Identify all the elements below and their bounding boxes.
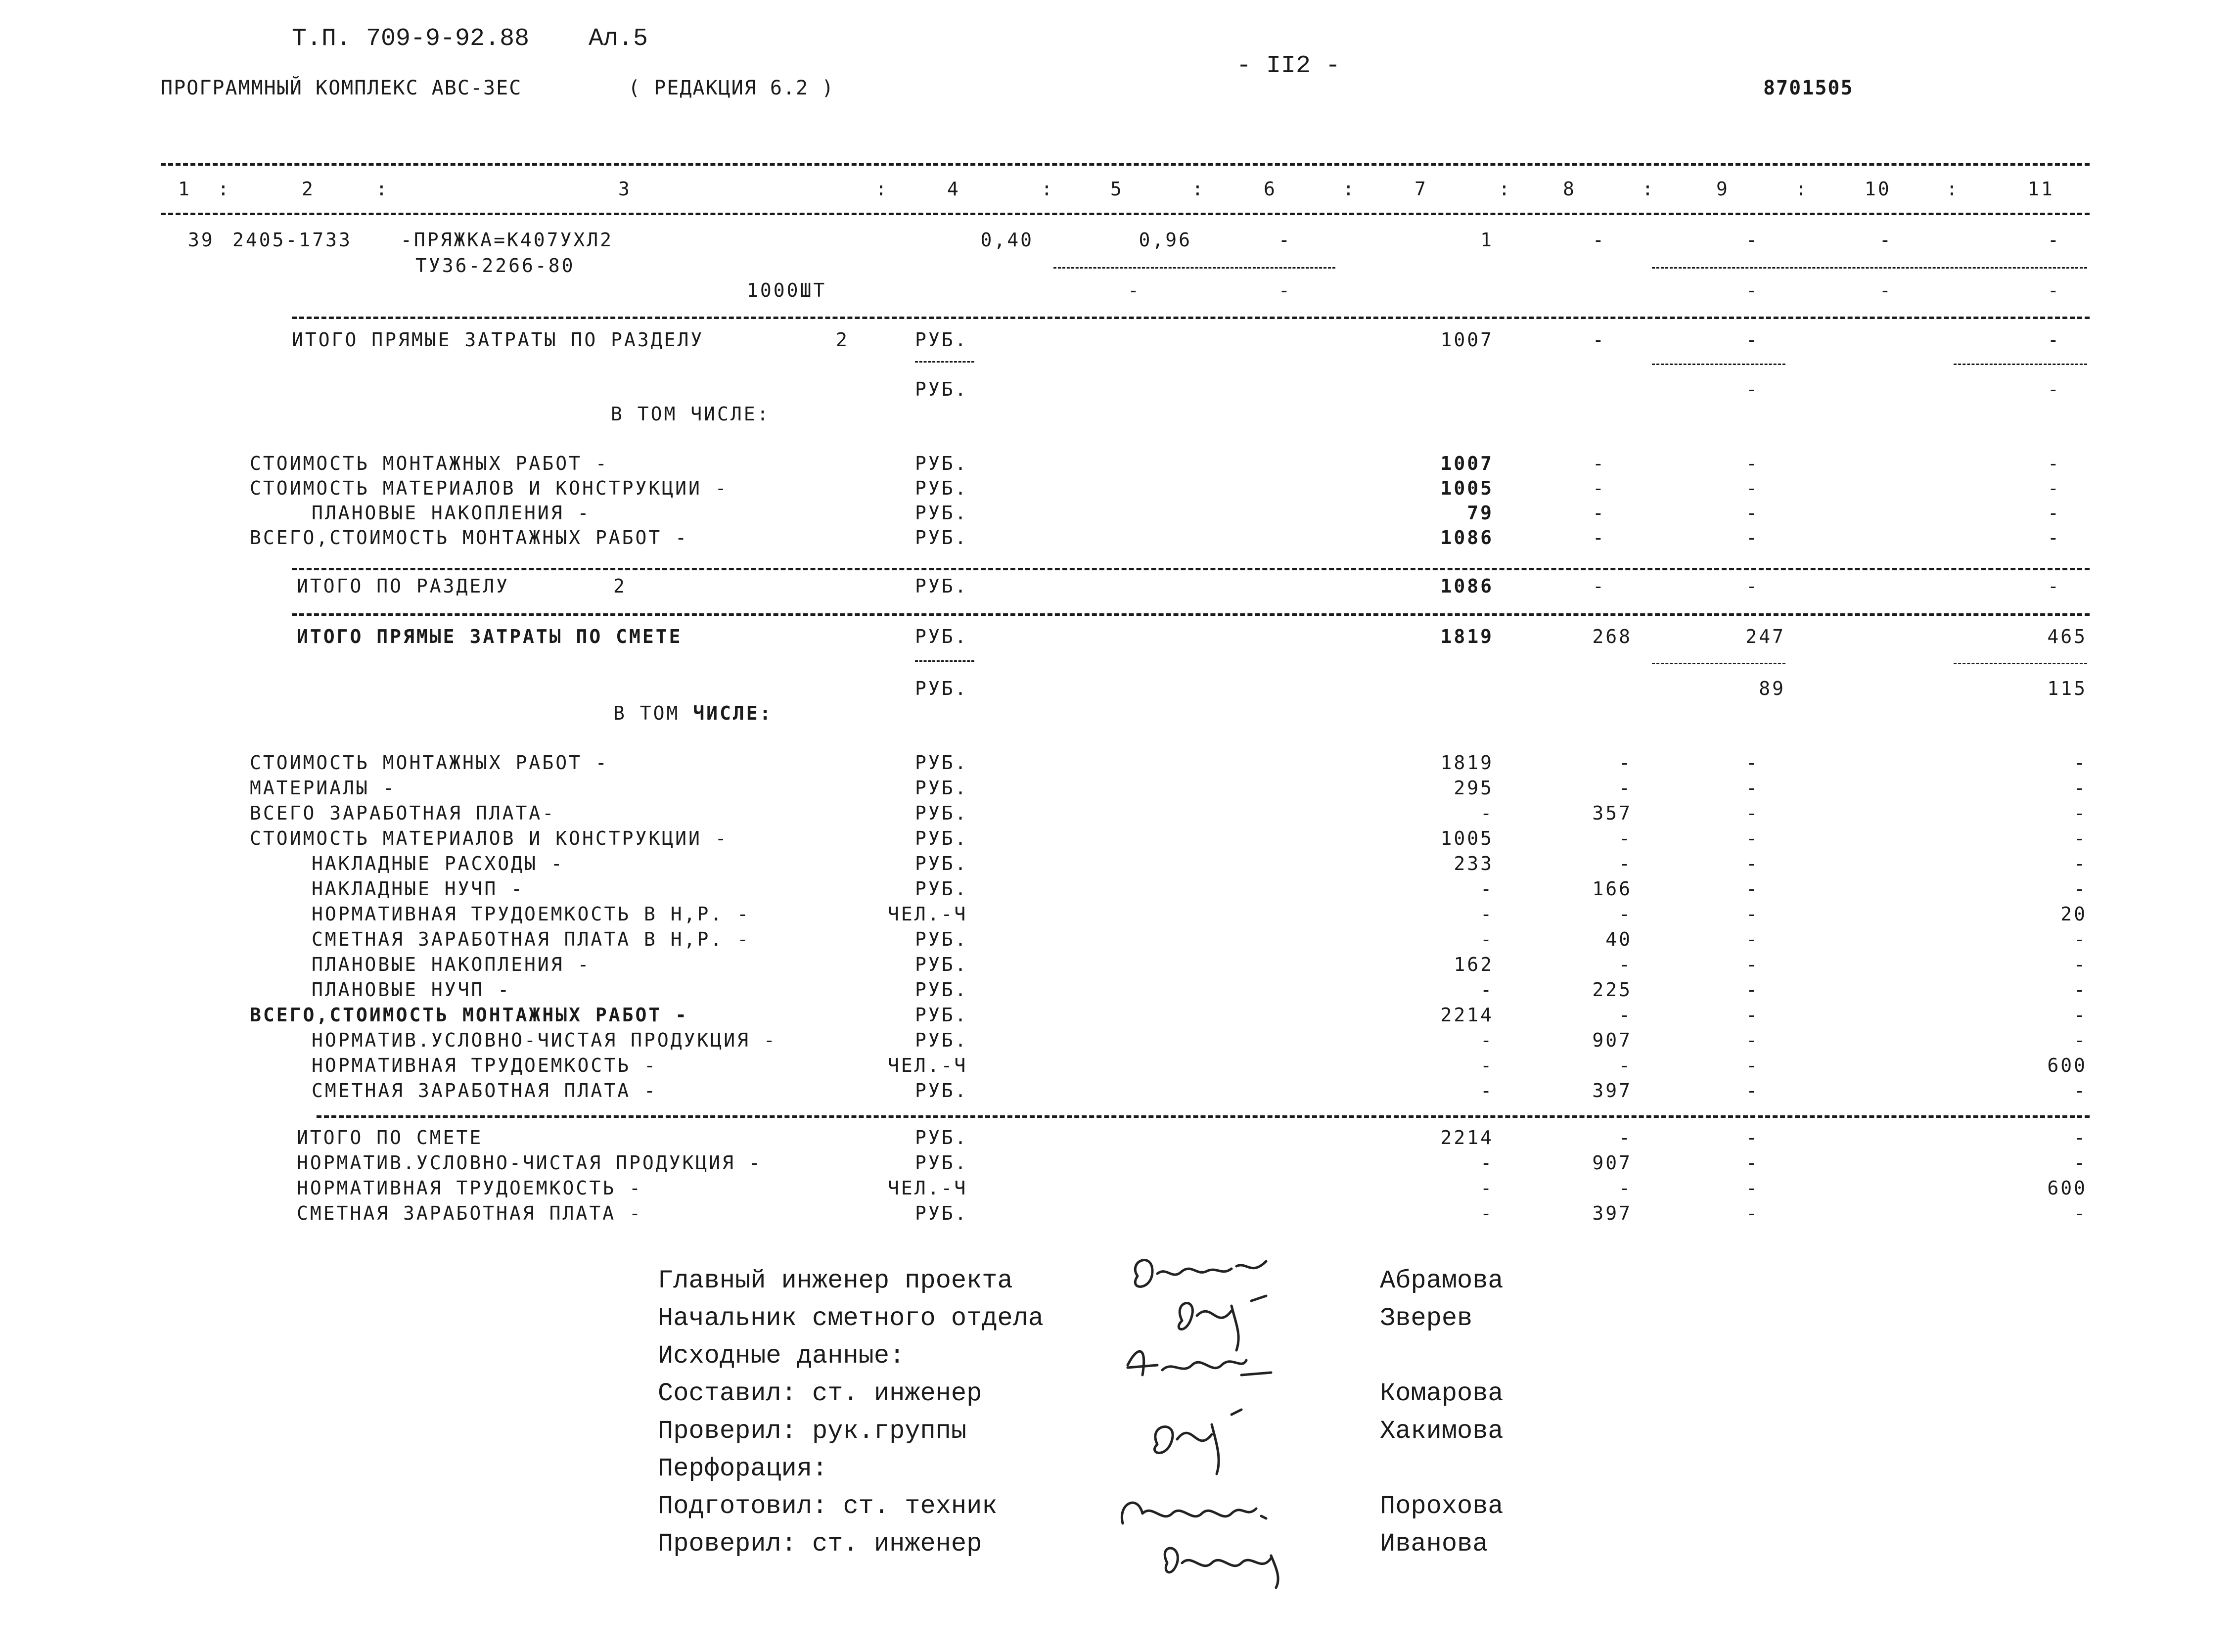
section-direct2-col9: -: [1746, 378, 1759, 400]
section-row-col8: -: [1593, 502, 1606, 524]
estimate-direct-unit: РУБ.: [915, 626, 968, 647]
estimate-total-row-col8: 397: [1592, 1202, 1632, 1224]
estimate-row-col9: -: [1746, 1080, 1759, 1101]
column-header-1: 1: [178, 178, 191, 200]
item-col5-dash2: -: [1128, 279, 1141, 301]
section-direct-col7: 1007: [1440, 329, 1494, 351]
column-separator: :: [1946, 178, 1960, 200]
estimate-row-col8: -: [1619, 954, 1632, 975]
estimate-row-col7: 162: [1454, 954, 1494, 975]
section-row-unit: РУБ.: [915, 477, 968, 499]
estimate-row-unit: РУБ.: [915, 853, 968, 874]
estimate-row-col8: 40: [1605, 928, 1632, 950]
estimate-row-col7: -: [1480, 1080, 1494, 1101]
estimate-row-col7: 1005: [1440, 827, 1494, 849]
section-row-col11: -: [2048, 453, 2061, 474]
estimate-row-unit: РУБ.: [915, 752, 968, 774]
estimate-total-row-col11: -: [2074, 1152, 2087, 1174]
estimate-row-col8: 225: [1592, 979, 1632, 1001]
signature-name: Абрамова: [1380, 1266, 1504, 1295]
signature-abramova: [1135, 1260, 1266, 1287]
signature-name: Иванова: [1380, 1529, 1488, 1559]
section-row-col9: -: [1746, 477, 1759, 499]
section-total-col8: -: [1593, 575, 1606, 597]
estimate-total-row-col7: 2214: [1440, 1127, 1494, 1148]
estimate-row-label: СТОИМОСТЬ МОНТАЖНЫХ РАБОТ -: [250, 752, 609, 774]
estimate-row-col8: 397: [1592, 1080, 1632, 1101]
estimate-row-col7: -: [1480, 802, 1494, 824]
estimate-direct-col7: 1819: [1440, 626, 1494, 647]
estimate-row-label: НОРМАТИВНАЯ ТРУДОЕМКОСТЬ В Н,Р. -: [312, 903, 750, 925]
estimate-row-label: СМЕТНАЯ ЗАРАБОТНАЯ ПЛАТА -: [312, 1080, 657, 1101]
estimate-row-label: СМЕТНАЯ ЗАРАБОТНАЯ ПЛАТА В Н,Р. -: [312, 928, 750, 950]
section-row-col9: -: [1746, 502, 1759, 524]
estimate-row-col11: 20: [2060, 903, 2087, 925]
section-rule-3: [292, 613, 2090, 616]
section-direct-col8: -: [1593, 329, 1606, 351]
column-separator: :: [1192, 178, 1205, 200]
estimate-total-row-unit: ЧЕЛ.-Ч: [888, 1177, 968, 1199]
section-number: 2: [836, 329, 849, 351]
section-total-col9: -: [1746, 575, 1759, 597]
column-separator: :: [376, 178, 389, 200]
estimate-row-col11: -: [2074, 979, 2087, 1001]
estimate-row-col7: -: [1480, 1029, 1494, 1051]
estimate-row-label: СТОИМОСТЬ МАТЕРИАЛОВ И КОНСТРУКЦИИ -: [250, 827, 729, 849]
section-including-label: В ТОМ ЧИСЛЕ:: [611, 403, 771, 425]
estimate-row-label: НАКЛАДНЫЕ РАСХОДЫ -: [312, 853, 564, 874]
item-col9-dash2: -: [1746, 279, 1759, 301]
section-row-col8: -: [1593, 477, 1606, 499]
column-header-8: 8: [1563, 178, 1576, 200]
estimate-row-col11: -: [2074, 827, 2087, 849]
estimate-row-col8: -: [1619, 827, 1632, 849]
estimate-col9-rule: [1652, 663, 1785, 664]
estimate-total-row-col11: -: [2074, 1127, 2087, 1148]
estimate-row-label: НАКЛАДНЫЕ НУЧП -: [312, 878, 525, 900]
estimate-row-col9: -: [1746, 827, 1759, 849]
estimate-total-row-unit: РУБ.: [915, 1202, 968, 1224]
section-row-unit: РУБ.: [915, 527, 968, 549]
estimate-row-unit: РУБ.: [915, 1004, 968, 1026]
estimate-row-col8: 357: [1592, 802, 1632, 824]
estimate-row-label: ВСЕГО,СТОИМОСТЬ МОНТАЖНЫХ РАБОТ -: [250, 1004, 688, 1026]
section-col11-rule: [1954, 364, 2087, 365]
estimate-row-col8: -: [1619, 777, 1632, 799]
estimate-total-row-col11: -: [2074, 1202, 2087, 1224]
column-header-10: 10: [1865, 178, 1891, 200]
estimate-direct-col11: 465: [2047, 626, 2087, 647]
column-header-7: 7: [1415, 178, 1428, 200]
section-row-col9: -: [1746, 453, 1759, 474]
column-header-11: 11: [2028, 178, 2054, 200]
section-total-col11: -: [2048, 575, 2061, 597]
section-direct-label: ИТОГО ПРЯМЫЕ ЗАТРАТЫ ПО РАЗДЕЛУ: [292, 329, 704, 351]
section-row-label: СТОИМОСТЬ МОНТАЖНЫХ РАБОТ -: [250, 453, 609, 474]
column-separator: :: [1642, 178, 1655, 200]
estimate-row-label: МАТЕРИАЛЫ -: [250, 777, 396, 799]
item-subrule-b: [1652, 267, 2087, 269]
estimate-row-unit: РУБ.: [915, 777, 968, 799]
column-header-3: 3: [618, 178, 632, 200]
signature-role: Перфорация:: [658, 1454, 828, 1483]
estimate-row-col7: -: [1480, 979, 1494, 1001]
estimate-row-unit: РУБ.: [915, 979, 968, 1001]
estimate-direct-label: ИТОГО ПРЯМЫЕ ЗАТРАТЫ ПО СМЕТЕ: [297, 626, 683, 647]
section-row-col7: 79: [1467, 502, 1494, 524]
estimate-total-row-col7: -: [1480, 1202, 1494, 1224]
estimate-total-row-label: НОРМАТИВ.УСЛОВНО-ЧИСТАЯ ПРОДУКЦИЯ -: [297, 1152, 762, 1174]
estimate-direct2-col9: 89: [1759, 678, 1785, 699]
section-row-col8: -: [1593, 453, 1606, 474]
estimate-row-label: ПЛАНОВЫЕ НУЧП -: [312, 979, 511, 1001]
column-header-4: 4: [947, 178, 960, 200]
section-row-unit: РУБ.: [915, 453, 968, 474]
signature-ivanova: [1165, 1548, 1278, 1588]
estimate-row-label: ВСЕГО ЗАРАБОТНАЯ ПЛАТА-: [250, 802, 556, 824]
item-col4: 0,40: [980, 229, 1034, 251]
estimate-row-col11: -: [2074, 1029, 2087, 1051]
item-col6-dash: -: [1278, 229, 1292, 251]
estimate-row-col8: 907: [1592, 1029, 1632, 1051]
estimate-total-row-unit: РУБ.: [915, 1127, 968, 1148]
section-rule-2: [292, 568, 2090, 570]
estimate-row-unit: ЧЕЛ.-Ч: [888, 903, 968, 925]
item-spec: ТУ36-2266-80: [415, 255, 575, 276]
program-name: ПРОГРАММНЫЙ КОМПЛЕКС АВС-ЗЕС: [161, 77, 522, 99]
estimate-row-unit: РУБ.: [915, 878, 968, 900]
estimate-row-col9: -: [1746, 802, 1759, 824]
estimate-total-row-col11: 600: [2047, 1177, 2087, 1199]
signature-zverev: [1179, 1296, 1266, 1350]
estimate-row-col11: -: [2074, 928, 2087, 950]
estimate-row-col11: -: [2074, 1080, 2087, 1101]
estimate-row-col9: -: [1746, 979, 1759, 1001]
item-col5: 0,96: [1139, 229, 1192, 251]
section-direct-col9: -: [1746, 329, 1759, 351]
column-separator: :: [875, 178, 889, 200]
signature-role: Проверил: рук.группы: [658, 1417, 967, 1446]
estimate-row-unit: РУБ.: [915, 954, 968, 975]
estimate-rule-total: [317, 1115, 2090, 1118]
estimate-row-unit: ЧЕЛ.-Ч: [888, 1055, 968, 1076]
column-separator: :: [1041, 178, 1054, 200]
estimate-row-col7: 2214: [1440, 1004, 1494, 1026]
estimate-total-row-label: СМЕТНАЯ ЗАРАБОТНАЯ ПЛАТА -: [297, 1202, 642, 1224]
section-row-col9: -: [1746, 527, 1759, 549]
estimate-total-row-label: ИТОГО ПО СМЕТЕ: [297, 1127, 483, 1148]
estimate-row-unit: РУБ.: [915, 928, 968, 950]
estimate-row-col7: 1819: [1440, 752, 1494, 774]
section-row-col8: -: [1593, 527, 1606, 549]
estimate-total-row-col9: -: [1746, 1177, 1759, 1199]
column-header-9: 9: [1716, 178, 1730, 200]
estimate-total-row-col9: -: [1746, 1127, 1759, 1148]
section-direct-unit: РУБ.: [915, 329, 968, 351]
estimate-row-col9: -: [1746, 1029, 1759, 1051]
section-row-col11: -: [2048, 502, 2061, 524]
estimate-row-col11: -: [2074, 878, 2087, 900]
estimate-row-col11: 600: [2047, 1055, 2087, 1076]
section-row-col7: 1005: [1440, 477, 1494, 499]
estimate-row-col9: -: [1746, 903, 1759, 925]
section-row-label: ПЛАНОВЫЕ НАКОПЛЕНИЯ -: [312, 502, 591, 524]
estimate-row-col8: -: [1619, 1004, 1632, 1026]
section-rule-1: [292, 317, 2090, 319]
section-total-unit: РУБ.: [915, 575, 968, 597]
column-separator: :: [218, 178, 231, 200]
estimate-including-label: В ТОМ ЧИСЛЕ:: [613, 702, 773, 724]
item-col10-dash2: -: [1879, 279, 1893, 301]
column-header-5: 5: [1110, 178, 1124, 200]
document-code: 8701505: [1763, 77, 1854, 99]
estimate-row-col9: -: [1746, 878, 1759, 900]
estimate-row-label: НОРМАТИВ.УСЛОВНО-ЧИСТАЯ ПРОДУКЦИЯ -: [312, 1029, 777, 1051]
item-subrule-a: [1053, 267, 1335, 269]
estimate-col11-rule: [1954, 663, 2087, 664]
section-total-number: 2: [613, 575, 627, 597]
estimate-row-col9: -: [1746, 1004, 1759, 1026]
estimate-row-col7: -: [1480, 928, 1494, 950]
estimate-total-row-col8: -: [1619, 1177, 1632, 1199]
estimate-total-row-col8: -: [1619, 1127, 1632, 1148]
signature-role: Исходные данные:: [658, 1341, 905, 1371]
estimate-row-col7: -: [1480, 1055, 1494, 1076]
header-rule-top: [161, 163, 2090, 166]
signature-khakimova: [1154, 1410, 1241, 1474]
section-row-label: ВСЕГО,СТОИМОСТЬ МОНТАЖНЫХ РАБОТ -: [250, 527, 688, 549]
estimate-row-col8: -: [1619, 752, 1632, 774]
signature-name: Зверев: [1380, 1304, 1473, 1333]
program-edition: ( РЕДАКЦИЯ 6.2 ): [628, 77, 835, 99]
estimate-row-unit: РУБ.: [915, 1080, 968, 1101]
estimate-total-row-col9: -: [1746, 1202, 1759, 1224]
column-header-6: 6: [1264, 178, 1277, 200]
column-separator: :: [1343, 178, 1356, 200]
estimate-total-row-label: НОРМАТИВНАЯ ТРУДОЕМКОСТЬ -: [297, 1177, 642, 1199]
item-name: -ПРЯЖКА=К407УХЛ2: [401, 229, 614, 251]
estimate-unit-rule: [915, 660, 974, 662]
section-direct-unit-2: РУБ.: [915, 378, 968, 400]
estimate-row-col11: -: [2074, 853, 2087, 874]
estimate-row-unit: РУБ.: [915, 1029, 968, 1051]
estimate-row-col8: 166: [1592, 878, 1632, 900]
estimate-row-label: НОРМАТИВНАЯ ТРУДОЕМКОСТЬ -: [312, 1055, 657, 1076]
estimate-row-col8: -: [1619, 853, 1632, 874]
page-number: - II2 -: [1236, 52, 1341, 80]
signature-role: Проверил: ст. инженер: [658, 1529, 982, 1559]
signature-komarova: [1128, 1351, 1271, 1375]
section-row-unit: РУБ.: [915, 502, 968, 524]
estimate-row-col11: -: [2074, 752, 2087, 774]
section-row-col7: 1086: [1440, 527, 1494, 549]
estimate-total-row-col7: -: [1480, 1152, 1494, 1174]
signature-role: Начальник сметного отдела: [658, 1304, 1044, 1333]
item-row-number: 39: [188, 229, 215, 251]
column-separator: :: [1795, 178, 1809, 200]
estimate-row-col11: -: [2074, 954, 2087, 975]
estimate-row-col9: -: [1746, 928, 1759, 950]
section-direct2-col11: -: [2048, 378, 2061, 400]
section-total-col7: 1086: [1440, 575, 1494, 597]
estimate-row-unit: РУБ.: [915, 827, 968, 849]
handwritten-signatures: [1118, 1246, 1325, 1622]
estimate-total-row-col8: 907: [1592, 1152, 1632, 1174]
estimate-direct-col9: 247: [1745, 626, 1785, 647]
signature-name: Комарова: [1380, 1379, 1504, 1408]
item-col8-dash: -: [1593, 229, 1606, 251]
signature-role: Главный инженер проекта: [658, 1266, 1013, 1295]
estimate-direct2-col11: 115: [2047, 678, 2087, 699]
section-row-col7: 1007: [1440, 453, 1494, 474]
signature-porokhova: [1122, 1503, 1266, 1523]
estimate-row-col7: 295: [1454, 777, 1494, 799]
item-col6-dash2: -: [1278, 279, 1292, 301]
header-rule-bottom: [161, 213, 2090, 215]
section-unit-rule: [915, 361, 974, 363]
estimate-row-col9: -: [1746, 954, 1759, 975]
estimate-row-label: ПЛАНОВЫЕ НАКОПЛЕНИЯ -: [312, 954, 591, 975]
item-col9-dash: -: [1746, 229, 1759, 251]
signature-name: Порохова: [1380, 1492, 1504, 1521]
item-col10-dash: -: [1879, 229, 1893, 251]
signature-role: Составил: ст. инженер: [658, 1379, 982, 1408]
estimate-direct-col8: 268: [1592, 626, 1632, 647]
section-direct-col11: -: [2048, 329, 2061, 351]
section-row-label: СТОИМОСТЬ МАТЕРИАЛОВ И КОНСТРУКЦИИ -: [250, 477, 729, 499]
item-col7: 1: [1480, 229, 1494, 251]
section-col9-rule: [1652, 364, 1785, 365]
estimate-row-col9: -: [1746, 1055, 1759, 1076]
estimate-row-col9: -: [1746, 853, 1759, 874]
section-total-label: ИТОГО ПО РАЗДЕЛУ: [297, 575, 510, 597]
estimate-row-col7: 233: [1454, 853, 1494, 874]
sheet-number: Ал.5: [589, 25, 648, 53]
estimate-row-col7: -: [1480, 903, 1494, 925]
estimate-direct-unit-2: РУБ.: [915, 678, 968, 699]
estimate-row-col7: -: [1480, 878, 1494, 900]
estimate-row-col9: -: [1746, 752, 1759, 774]
estimate-row-col11: -: [2074, 777, 2087, 799]
estimate-total-row-col9: -: [1746, 1152, 1759, 1174]
item-col11-dash2: -: [2048, 279, 2061, 301]
estimate-total-row-col7: -: [1480, 1177, 1494, 1199]
item-code: 2405-1733: [232, 229, 352, 251]
estimate-row-col8: -: [1619, 903, 1632, 925]
signature-role: Подготовил: ст. техник: [658, 1492, 998, 1521]
signature-name: Хакимова: [1380, 1417, 1504, 1446]
doc-reference: Т.П. 709-9-92.88: [292, 25, 530, 53]
estimate-row-col8: -: [1619, 1055, 1632, 1076]
column-header-2: 2: [302, 178, 315, 200]
estimate-row-col11: -: [2074, 1004, 2087, 1026]
item-col11-dash: -: [2048, 229, 2061, 251]
estimate-row-col9: -: [1746, 777, 1759, 799]
column-separator: :: [1499, 178, 1512, 200]
estimate-total-row-unit: РУБ.: [915, 1152, 968, 1174]
item-unit: 1000ШТ: [747, 279, 827, 301]
section-row-col11: -: [2048, 527, 2061, 549]
estimate-row-col11: -: [2074, 802, 2087, 824]
estimate-row-unit: РУБ.: [915, 802, 968, 824]
section-row-col11: -: [2048, 477, 2061, 499]
